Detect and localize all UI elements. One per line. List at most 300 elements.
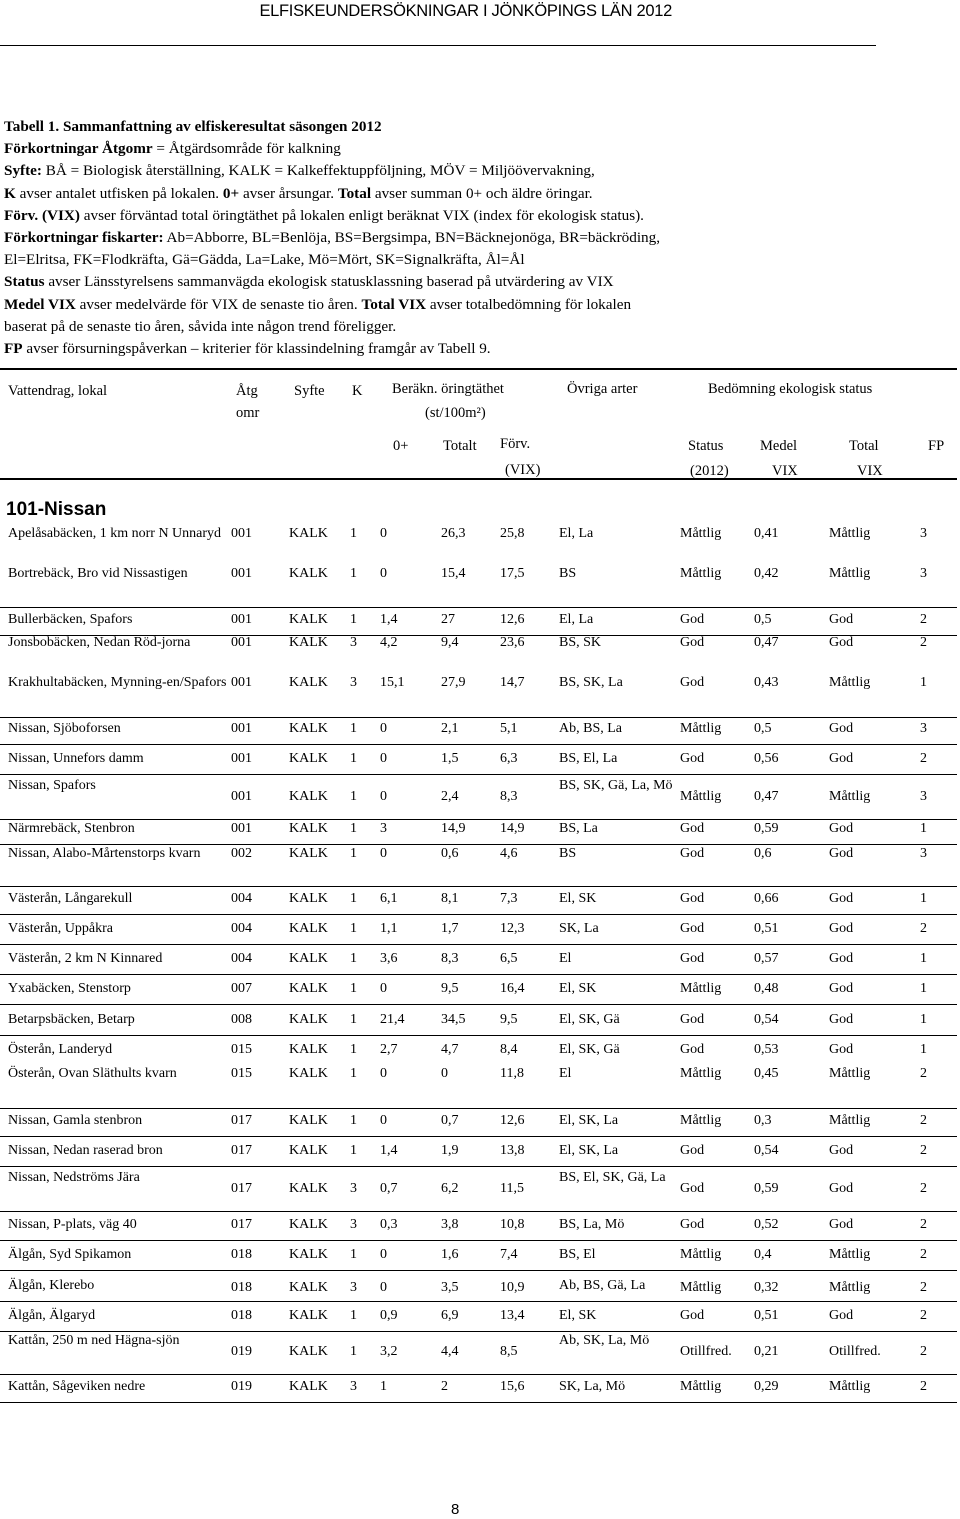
row-0plus: 1 xyxy=(380,1379,387,1394)
description-text: avser totalbedömning för lokalen xyxy=(426,295,632,313)
row-lokal: Bullerbäcken, Spafors xyxy=(8,612,133,627)
row-lokal: Krakhultabäcken, Mynning-en/Spafors xyxy=(8,675,227,690)
col-total-vix: VIX xyxy=(857,463,883,479)
row-k: 3 xyxy=(350,635,357,650)
row-0plus: 1,4 xyxy=(380,612,398,627)
row-k: 3 xyxy=(350,1279,357,1295)
row-ovriga-arter: BS, El, SK, Gä, La xyxy=(559,1170,666,1185)
row-atg-omr: 004 xyxy=(231,891,252,906)
row-totalt: 2 xyxy=(441,1379,448,1394)
table-top-rule xyxy=(0,368,957,370)
table-row xyxy=(0,633,957,676)
row-syfte: KALK xyxy=(289,1066,328,1081)
row-total-vix: Måttlig xyxy=(829,1247,871,1262)
description-term: Tabell 1. Sammanfattning av elfiskeresultat säsongen 2012 xyxy=(4,118,382,135)
row-medel-vix: 0,32 xyxy=(754,1279,779,1295)
row-forv-vix: 7,4 xyxy=(500,1247,518,1262)
row-k: 1 xyxy=(350,821,357,836)
row-medel-vix: 0,57 xyxy=(754,951,779,966)
row-lokal: Nissan, Nedan raserad bron xyxy=(8,1143,163,1158)
row-syfte: KALK xyxy=(289,612,328,627)
row-medel-vix: 0,59 xyxy=(754,821,779,836)
row-atg-omr: 001 xyxy=(231,751,252,766)
row-lokal: Kattån, Sågeviken nedre xyxy=(8,1379,146,1394)
row-0plus: 1,4 xyxy=(380,1143,398,1158)
row-status: Måttlig xyxy=(680,566,722,581)
row-medel-vix: 0,52 xyxy=(754,1217,779,1232)
row-lokal: Apelåsabäcken, 1 km norr N Unnaryd xyxy=(8,526,222,541)
row-fp: 3 xyxy=(920,566,927,581)
row-status: Måttlig xyxy=(680,1247,722,1262)
row-0plus: 4,2 xyxy=(380,635,398,650)
description-text: avser förväntad total öringtäthet på lokalen enligt beräknat VIX (index för ekologisk status). xyxy=(79,206,644,224)
row-atg-omr: 001 xyxy=(231,788,252,804)
row-lokal: Nissan, P-plats, väg 40 xyxy=(8,1217,137,1232)
row-lokal: Kattån, 250 m ned Hägna-sjön xyxy=(8,1333,180,1348)
row-fp: 1 xyxy=(920,1042,927,1057)
row-totalt: 0,6 xyxy=(441,846,459,861)
row-total-vix: God xyxy=(829,821,854,836)
row-k: 1 xyxy=(350,1308,357,1323)
row-syfte: KALK xyxy=(289,1247,328,1262)
row-total-vix: God xyxy=(829,846,854,861)
row-lokal: Betarpsbäcken, Betarp xyxy=(8,1012,135,1027)
row-medel-vix: 0,41 xyxy=(754,526,779,541)
row-forv-vix: 8,3 xyxy=(500,788,518,804)
row-atg-omr: 017 xyxy=(231,1113,252,1128)
row-totalt: 2,1 xyxy=(441,721,459,736)
row-atg-omr: 002 xyxy=(231,846,252,861)
page-number: 8 xyxy=(451,1501,460,1518)
table-row xyxy=(0,1215,957,1241)
row-atg-omr: 018 xyxy=(231,1279,252,1295)
description-text: avser försurningspåverkan – kriterier för klassindelning framgår av Tabell 9. xyxy=(22,340,491,358)
row-atg-omr: 008 xyxy=(231,1012,252,1027)
row-divider xyxy=(0,1136,957,1137)
row-k: 1 xyxy=(350,788,357,804)
row-ovriga-arter: Ab, BS, Gä, La xyxy=(559,1278,646,1293)
row-status: Måttlig xyxy=(680,721,722,736)
row-forv-vix: 10,9 xyxy=(500,1279,525,1295)
row-totalt: 4,4 xyxy=(441,1343,459,1359)
row-total-vix: Måttlig xyxy=(829,526,871,541)
row-totalt: 15,4 xyxy=(441,566,466,581)
row-divider xyxy=(0,1240,957,1241)
row-totalt: 0 xyxy=(441,1066,448,1081)
row-ovriga-arter: El xyxy=(559,1066,572,1081)
row-medel-vix: 0,51 xyxy=(754,1308,779,1323)
row-0plus: 0 xyxy=(380,566,387,581)
row-atg-omr: 007 xyxy=(231,981,252,996)
row-total-vix: God xyxy=(829,1217,854,1232)
description-line xyxy=(4,271,954,293)
row-medel-vix: 0,45 xyxy=(754,1066,779,1081)
row-lokal: Älgån, Syd Spikamon xyxy=(8,1247,132,1262)
row-k: 1 xyxy=(350,1143,357,1158)
row-atg-omr: 001 xyxy=(231,721,252,736)
row-divider xyxy=(0,886,957,887)
row-forv-vix: 10,8 xyxy=(500,1217,525,1232)
row-status: God xyxy=(680,1217,705,1232)
row-divider xyxy=(0,1166,957,1167)
description-term: K xyxy=(4,184,16,202)
row-atg-omr: 004 xyxy=(231,951,252,966)
row-status: Måttlig xyxy=(680,526,722,541)
row-forv-vix: 13,8 xyxy=(500,1143,525,1158)
row-fp: 2 xyxy=(920,1217,927,1232)
row-syfte: KALK xyxy=(289,526,328,541)
row-fp: 3 xyxy=(920,846,927,861)
description-term: 0+ xyxy=(222,184,240,202)
table-row xyxy=(0,949,957,975)
row-k: 3 xyxy=(350,675,357,690)
col-forv-vix: (VIX) xyxy=(505,462,541,478)
row-atg-omr: 001 xyxy=(231,821,252,836)
description-term: Syfte: xyxy=(4,162,42,180)
row-forv-vix: 25,8 xyxy=(500,526,525,541)
col-atg: Åtg xyxy=(236,383,258,399)
row-status: God xyxy=(680,821,705,836)
row-divider xyxy=(0,944,957,945)
row-atg-omr: 001 xyxy=(231,526,252,541)
row-total-vix: God xyxy=(829,612,854,627)
row-totalt: 1,6 xyxy=(441,1247,459,1262)
header-rule xyxy=(0,45,876,46)
row-divider xyxy=(0,1374,957,1375)
row-totalt: 9,4 xyxy=(441,635,459,650)
row-medel-vix: 0,56 xyxy=(754,751,779,766)
description-text: avser medelvärde för VIX de senaste tio åren. xyxy=(75,295,362,313)
row-total-vix: God xyxy=(829,721,854,736)
row-totalt: 27 xyxy=(441,612,455,627)
col-ovriga-arter: Övriga arter xyxy=(567,381,638,397)
description-line xyxy=(4,183,954,205)
row-ovriga-arter: El xyxy=(559,951,572,966)
row-ovriga-arter: BS, La xyxy=(559,821,598,836)
row-atg-omr: 019 xyxy=(231,1343,252,1359)
row-0plus: 0,3 xyxy=(380,1217,398,1232)
row-syfte: KALK xyxy=(289,846,328,861)
row-medel-vix: 0,6 xyxy=(754,846,772,861)
description-term: FP xyxy=(4,340,23,358)
col-unit: (st/100m²) xyxy=(425,405,486,421)
row-lokal: Älgån, Klerebo xyxy=(8,1278,95,1293)
row-atg-omr: 017 xyxy=(231,1143,252,1158)
table-row xyxy=(0,524,957,567)
row-ovriga-arter: El, La xyxy=(559,612,594,627)
row-syfte: KALK xyxy=(289,1012,328,1027)
row-medel-vix: 0,47 xyxy=(754,788,779,804)
row-totalt: 14,9 xyxy=(441,821,466,836)
row-atg-omr: 015 xyxy=(231,1042,252,1057)
row-forv-vix: 23,6 xyxy=(500,635,525,650)
row-status: Måttlig xyxy=(680,1279,722,1295)
row-total-vix: Måttlig xyxy=(829,566,871,581)
row-syfte: KALK xyxy=(289,721,328,736)
description-line xyxy=(4,316,954,338)
row-syfte: KALK xyxy=(289,675,328,690)
row-syfte: KALK xyxy=(289,821,328,836)
description-line xyxy=(4,338,954,360)
table-row xyxy=(0,1377,957,1403)
row-syfte: KALK xyxy=(289,981,328,996)
table-row xyxy=(0,564,957,608)
row-divider xyxy=(0,744,957,745)
row-syfte: KALK xyxy=(289,1042,328,1057)
row-fp: 2 xyxy=(920,1379,927,1394)
row-forv-vix: 14,9 xyxy=(500,821,525,836)
row-forv-vix: 15,6 xyxy=(500,1379,525,1394)
row-status: God xyxy=(680,1308,705,1323)
row-status: God xyxy=(680,612,705,627)
row-atg-omr: 017 xyxy=(231,1180,252,1196)
row-fp: 2 xyxy=(920,1279,927,1295)
row-status: God xyxy=(680,891,705,906)
row-atg-omr: 001 xyxy=(231,566,252,581)
row-k: 1 xyxy=(350,1042,357,1057)
table-row xyxy=(0,1276,957,1302)
row-status: Måttlig xyxy=(680,1113,722,1128)
description-term: Status xyxy=(4,273,45,291)
row-total-vix: God xyxy=(829,635,854,650)
table-row xyxy=(0,1010,957,1036)
row-0plus: 0 xyxy=(380,526,387,541)
row-totalt: 6,2 xyxy=(441,1180,459,1196)
row-0plus: 1,1 xyxy=(380,921,398,936)
row-0plus: 0,7 xyxy=(380,1180,398,1196)
row-syfte: KALK xyxy=(289,921,328,936)
row-divider xyxy=(0,1035,957,1036)
row-k: 1 xyxy=(350,1066,357,1081)
row-forv-vix: 16,4 xyxy=(500,981,525,996)
row-fp: 2 xyxy=(920,1113,927,1128)
description-term: Förkortningar fiskarter: xyxy=(4,229,164,247)
row-divider xyxy=(0,1211,957,1212)
row-totalt: 3,5 xyxy=(441,1279,459,1295)
description-text: El=Elritsa, FK=Flodkräfta, Gä=Gädda, La=Lake, Mö=Mört, SK=Signalkräfta, Ål=Ål xyxy=(4,251,525,269)
row-lokal: Nissan, Unnefors damm xyxy=(8,751,144,766)
row-forv-vix: 17,5 xyxy=(500,566,525,581)
row-forv-vix: 6,5 xyxy=(500,951,518,966)
row-atg-omr: 001 xyxy=(231,635,252,650)
row-0plus: 0 xyxy=(380,1279,387,1295)
row-totalt: 1,5 xyxy=(441,751,459,766)
row-ovriga-arter: BS xyxy=(559,566,577,581)
row-total-vix: God xyxy=(829,1143,854,1158)
row-total-vix: God xyxy=(829,891,854,906)
row-fp: 2 xyxy=(920,751,927,766)
row-0plus: 15,1 xyxy=(380,675,405,690)
col-forv: Förv. xyxy=(500,436,531,452)
row-status: Måttlig xyxy=(680,1066,722,1081)
row-0plus: 0,9 xyxy=(380,1308,398,1323)
row-totalt: 27,9 xyxy=(441,675,466,690)
row-syfte: KALK xyxy=(289,1279,328,1295)
row-forv-vix: 12,6 xyxy=(500,612,525,627)
col-totalt: Totalt xyxy=(443,438,477,454)
col-status: Status xyxy=(688,438,724,454)
row-total-vix: Otillfred. xyxy=(829,1343,881,1359)
row-k: 3 xyxy=(350,1180,357,1196)
row-atg-omr: 001 xyxy=(231,612,252,627)
row-ovriga-arter: BS xyxy=(559,846,577,861)
row-divider xyxy=(0,774,957,775)
table-row xyxy=(0,1331,957,1375)
row-0plus: 2,7 xyxy=(380,1042,398,1057)
row-atg-omr: 001 xyxy=(231,675,252,690)
row-total-vix: God xyxy=(829,921,854,936)
row-fp: 2 xyxy=(920,1180,927,1196)
row-0plus: 3,2 xyxy=(380,1343,398,1359)
row-ovriga-arter: BS, La, Mö xyxy=(559,1217,625,1232)
row-ovriga-arter: El, SK xyxy=(559,891,597,906)
description-text: BÅ = Biologisk återställning, KALK = Kalkeffektuppföljning, MÖV = Miljöövervakning, xyxy=(41,162,595,180)
row-syfte: KALK xyxy=(289,788,328,804)
row-fp: 2 xyxy=(920,1247,927,1262)
row-ovriga-arter: SK, La xyxy=(559,921,599,936)
row-0plus: 0 xyxy=(380,721,387,736)
row-k: 1 xyxy=(350,566,357,581)
row-0plus: 6,1 xyxy=(380,891,398,906)
row-status: Måttlig xyxy=(680,788,722,804)
row-atg-omr: 017 xyxy=(231,1217,252,1232)
row-forv-vix: 9,5 xyxy=(500,1012,518,1027)
row-atg-omr: 004 xyxy=(231,921,252,936)
table-row xyxy=(0,819,957,845)
row-divider xyxy=(0,914,957,915)
row-k: 3 xyxy=(350,1379,357,1394)
row-fp: 1 xyxy=(920,675,927,690)
row-medel-vix: 0,47 xyxy=(754,635,779,650)
row-0plus: 0 xyxy=(380,788,387,804)
row-fp: 2 xyxy=(920,1343,927,1359)
row-ovriga-arter: Ab, BS, La xyxy=(559,721,622,736)
row-divider xyxy=(0,974,957,975)
row-fp: 2 xyxy=(920,1308,927,1323)
row-ovriga-arter: BS, El xyxy=(559,1247,596,1262)
table-row xyxy=(0,1141,957,1167)
row-0plus: 3,6 xyxy=(380,951,398,966)
row-totalt: 3,8 xyxy=(441,1217,459,1232)
row-totalt: 8,1 xyxy=(441,891,459,906)
row-k: 3 xyxy=(350,1217,357,1232)
row-medel-vix: 0,21 xyxy=(754,1343,779,1359)
row-totalt: 26,3 xyxy=(441,526,466,541)
row-totalt: 1,7 xyxy=(441,921,459,936)
row-0plus: 21,4 xyxy=(380,1012,405,1027)
table-row xyxy=(0,1168,957,1212)
row-medel-vix: 0,5 xyxy=(754,612,772,627)
row-divider xyxy=(0,1301,957,1302)
row-k: 1 xyxy=(350,1343,357,1359)
row-status: God xyxy=(680,1180,705,1196)
row-medel-vix: 0,3 xyxy=(754,1113,772,1128)
row-syfte: KALK xyxy=(289,566,328,581)
table-row xyxy=(0,1040,957,1066)
col-berakn-oringtathet: Beräkn. öringtäthet xyxy=(392,381,504,397)
header-title: ELFISKEUNDERSÖKNINGAR I JÖNKÖPINGS LÄN 2012 xyxy=(259,2,672,20)
row-fp: 1 xyxy=(920,821,927,836)
row-status: God xyxy=(680,846,705,861)
row-lokal: Västerån, Långarekull xyxy=(8,891,133,906)
row-forv-vix: 14,7 xyxy=(500,675,525,690)
row-0plus: 0 xyxy=(380,751,387,766)
row-status: Otillfred. xyxy=(680,1343,732,1359)
row-atg-omr: 019 xyxy=(231,1379,252,1394)
row-status: God xyxy=(680,751,705,766)
row-status: God xyxy=(680,1143,705,1158)
table-description xyxy=(4,116,954,360)
row-medel-vix: 0,42 xyxy=(754,566,779,581)
description-line xyxy=(4,160,954,182)
row-lokal: Nissan, Nedströms Jära xyxy=(8,1170,140,1185)
row-fp: 3 xyxy=(920,526,927,541)
description-term: Total VIX xyxy=(361,295,427,313)
row-medel-vix: 0,51 xyxy=(754,921,779,936)
table-row xyxy=(0,919,957,945)
description-line xyxy=(4,116,954,138)
row-ovriga-arter: BS, SK, La xyxy=(559,675,623,690)
row-syfte: KALK xyxy=(289,1113,328,1128)
row-medel-vix: 0,53 xyxy=(754,1042,779,1057)
description-line xyxy=(4,294,954,316)
row-fp: 3 xyxy=(920,721,927,736)
row-syfte: KALK xyxy=(289,1217,328,1232)
row-syfte: KALK xyxy=(289,635,328,650)
row-totalt: 9,5 xyxy=(441,981,459,996)
row-ovriga-arter: BS, SK xyxy=(559,635,602,650)
row-fp: 2 xyxy=(920,1143,927,1158)
table-row xyxy=(0,844,957,887)
row-lokal: Närmrebäck, Stenbron xyxy=(8,821,135,836)
row-totalt: 2,4 xyxy=(441,788,459,804)
table-row xyxy=(0,1245,957,1271)
description-term: Förkortningar Åtgomr xyxy=(4,140,153,158)
col-syfte: Syfte xyxy=(294,383,325,399)
table-row xyxy=(0,673,957,718)
row-0plus: 0 xyxy=(380,1113,387,1128)
row-0plus: 3 xyxy=(380,821,387,836)
row-forv-vix: 12,3 xyxy=(500,921,525,936)
description-text: Ab=Abborre, BL=Benlöja, BS=Bergsimpa, BN=Bäcknejonöga, BR=bäckröding, xyxy=(163,229,661,247)
table-row xyxy=(0,979,957,1005)
row-syfte: KALK xyxy=(289,751,328,766)
description-line xyxy=(4,205,954,227)
col-status-year: (2012) xyxy=(690,463,729,479)
row-medel-vix: 0,48 xyxy=(754,981,779,996)
description-text: = Åtgärdsområde för kalkning xyxy=(152,140,341,158)
row-forv-vix: 13,4 xyxy=(500,1308,525,1323)
row-medel-vix: 0,4 xyxy=(754,1247,772,1262)
row-totalt: 4,7 xyxy=(441,1042,459,1057)
row-lokal: Nissan, Gamla stenbron xyxy=(8,1113,143,1128)
row-total-vix: God xyxy=(829,1042,854,1057)
row-medel-vix: 0,43 xyxy=(754,675,779,690)
row-ovriga-arter: BS, SK, Gä, La, Mö xyxy=(559,778,673,793)
table-header-rule xyxy=(0,478,957,480)
row-ovriga-arter: BS, El, La xyxy=(559,751,618,766)
row-medel-vix: 0,54 xyxy=(754,1143,779,1158)
row-syfte: KALK xyxy=(289,1379,328,1394)
table-row xyxy=(0,749,957,775)
table-header xyxy=(0,368,958,481)
row-atg-omr: 018 xyxy=(231,1247,252,1262)
row-fp: 2 xyxy=(920,635,927,650)
row-total-vix: God xyxy=(829,1308,854,1323)
row-totalt: 8,3 xyxy=(441,951,459,966)
page-header xyxy=(0,2,960,42)
col-fp: FP xyxy=(928,438,945,454)
